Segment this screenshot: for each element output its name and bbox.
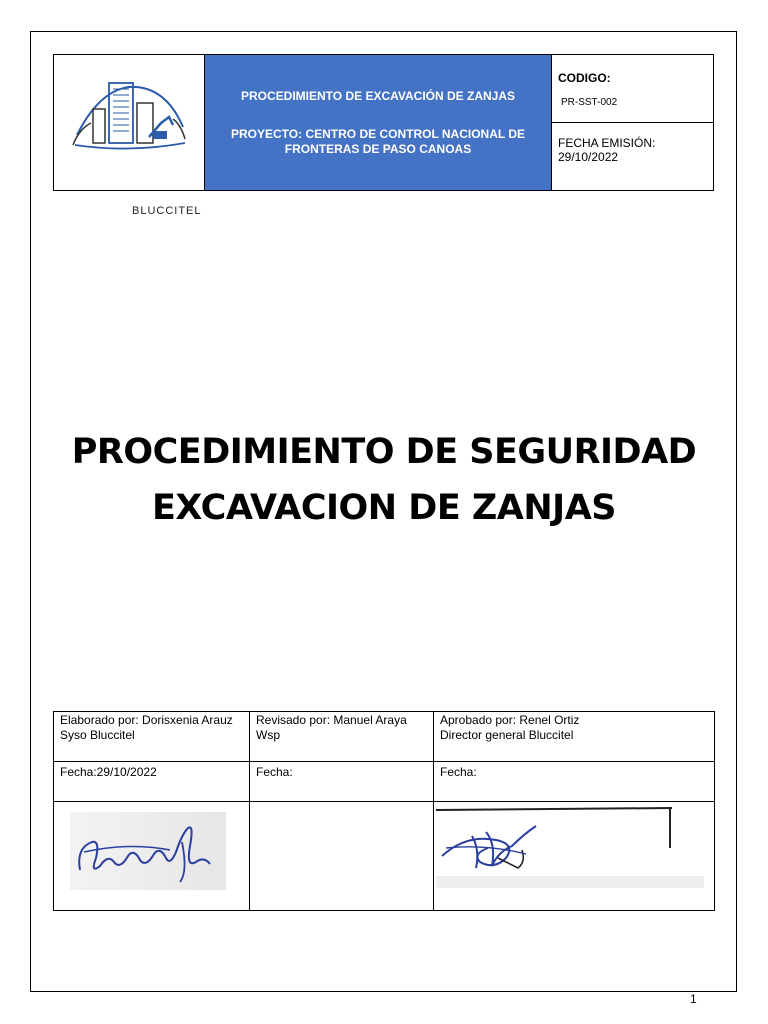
code-value: PR-SST-002 <box>561 97 618 108</box>
reviewed-signature-cell <box>250 802 434 911</box>
issue-date-label: FECHA EMISIÓN: <box>558 136 656 150</box>
approved-by: Aprobado por: Renel Ortiz <box>440 713 580 727</box>
approved-signature-cell <box>434 802 715 911</box>
header-title-cell <box>205 55 552 190</box>
prepared-by-role: Syso Bluccitel <box>60 728 135 742</box>
approved-date: Fecha: <box>434 762 715 802</box>
main-title <box>0 424 768 536</box>
approved-by-role: Director general Bluccitel <box>440 728 574 742</box>
approval-table <box>53 711 715 911</box>
issue-date-value: 29/10/2022 <box>558 150 619 164</box>
code-cell <box>552 55 713 123</box>
project-name: PROYECTO: CENTRO DE CONTROL NACIONAL DE FRONTERAS DE PASO CANOAS <box>230 126 526 156</box>
approved-signature-image <box>436 804 704 888</box>
signatures-row <box>54 802 715 911</box>
prepared-signature-image <box>70 812 226 890</box>
approved-by-cell <box>434 712 715 762</box>
company-logo <box>54 55 205 217</box>
reviewed-date: Fecha: <box>250 762 434 802</box>
issue-date-cell <box>552 123 713 164</box>
approval-people-row <box>54 712 715 762</box>
approval-dates-row <box>54 762 715 802</box>
building-logo-icon <box>69 73 189 173</box>
prepared-by-cell <box>54 712 250 762</box>
document-header <box>53 54 714 217</box>
prepared-date: Fecha:29/10/2022 <box>54 762 250 802</box>
page-number: 1 <box>690 992 697 1006</box>
main-title-line-2: EXCAVACION DE ZANJAS <box>151 488 616 528</box>
code-label: CODIGO: <box>558 71 611 85</box>
document-title: PROCEDIMIENTO DE EXCAVACIÓN DE ZANJAS <box>240 88 516 103</box>
main-title-line-1: PROCEDIMIENTO DE SEGURIDAD <box>71 432 697 472</box>
header-meta-cell <box>552 55 713 190</box>
reviewed-by-cell <box>250 712 434 762</box>
prepared-signature-cell <box>54 802 250 911</box>
logo-wordmark: BLUCCITEL <box>132 205 202 217</box>
reviewed-by: Revisado por: Manuel Araya Wsp <box>256 713 407 742</box>
prepared-by: Elaborado por: Dorisxenia Arauz <box>60 713 233 727</box>
